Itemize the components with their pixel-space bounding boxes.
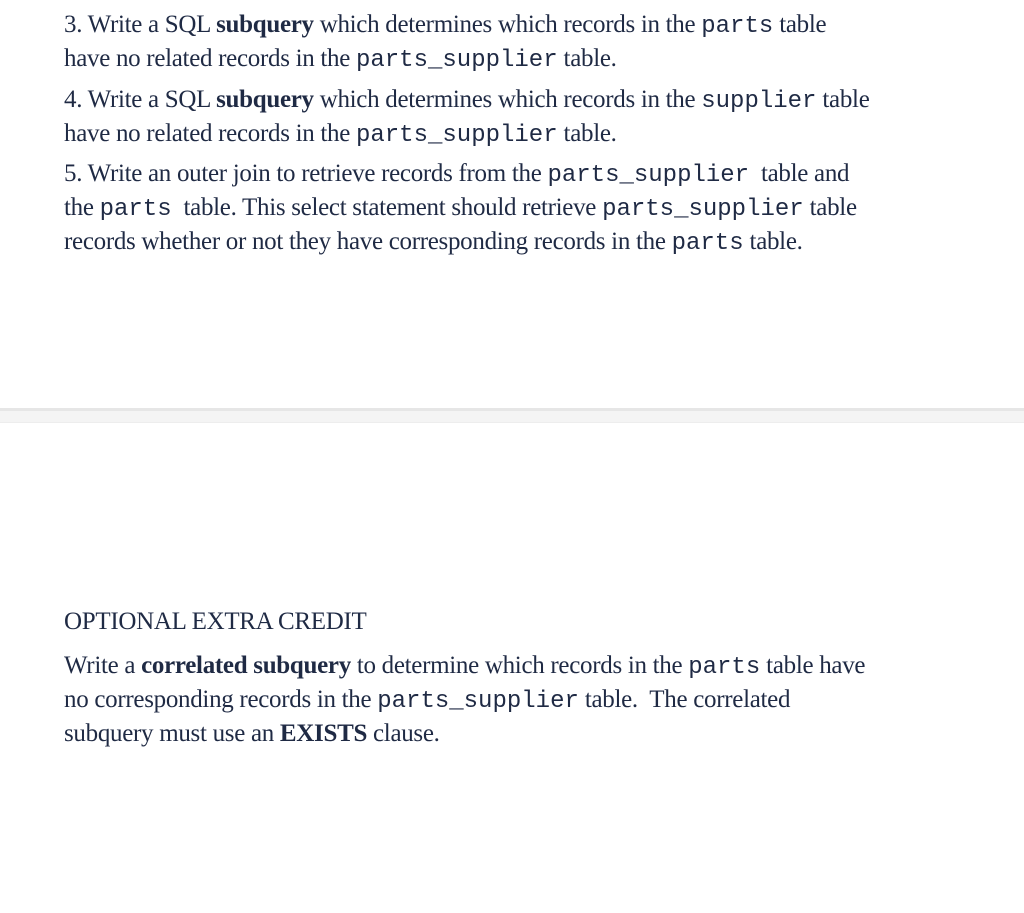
table-name-parts: parts xyxy=(99,196,172,223)
table-name-supplier: supplier xyxy=(701,88,817,115)
exists-keyword: EXISTS xyxy=(279,720,368,747)
question-5-text: records whether or not they have corresponding records in the xyxy=(64,228,672,255)
document-page-bottom xyxy=(0,423,1024,913)
extra-credit-question xyxy=(64,650,1004,750)
question-5-text: table. This select statement should retrieve xyxy=(171,194,603,221)
question-5-text: 5. Write an outer join to retrieve records from the xyxy=(64,160,548,187)
question-5-text: table and xyxy=(749,160,850,187)
question-4-text: have no related records in the xyxy=(64,120,356,147)
subquery-term: subquery xyxy=(216,86,314,113)
extra-credit-text: table. The correlated xyxy=(578,686,791,713)
table-name-parts-supplier: parts_supplier xyxy=(547,162,750,189)
question-5-text: table xyxy=(803,194,857,221)
question-3-text: table. xyxy=(557,45,617,72)
extra-credit-text: table have xyxy=(760,652,866,679)
question-5-text: table. xyxy=(743,228,803,255)
table-name-parts: parts xyxy=(671,230,744,257)
extra-credit-text: subquery must use an xyxy=(64,720,280,747)
question-5 xyxy=(64,158,1004,260)
extra-credit-heading: OPTIONAL EXTRA CREDIT xyxy=(64,608,367,635)
question-3 xyxy=(64,9,1004,77)
document-page-top xyxy=(0,0,1024,408)
table-name-parts-supplier: parts_supplier xyxy=(355,122,558,149)
question-4-text: table xyxy=(816,86,870,113)
question-4-text: which determines which records in the xyxy=(313,86,702,113)
table-name-parts-supplier: parts_supplier xyxy=(602,196,804,223)
table-name-parts: parts xyxy=(701,13,774,40)
page-separator xyxy=(0,408,1024,423)
extra-credit-text: to determine which records in the xyxy=(350,652,689,679)
question-3-text: which determines which records in the xyxy=(313,11,702,38)
question-3-text: table xyxy=(773,11,827,38)
table-name-parts-supplier: parts_supplier xyxy=(377,688,579,715)
subquery-term: subquery xyxy=(216,11,314,38)
correlated-subquery-term: correlated subquery xyxy=(141,652,351,679)
question-5-text: the xyxy=(64,194,100,221)
table-name-parts-supplier: parts_supplier xyxy=(355,47,558,74)
table-name-parts: parts xyxy=(688,654,761,681)
extra-credit-text: clause. xyxy=(367,720,440,747)
question-4-text: 4. Write a SQL xyxy=(64,86,217,113)
question-4 xyxy=(64,84,1004,152)
question-4-text: table. xyxy=(557,120,617,147)
question-3-text: have no related records in the xyxy=(64,45,356,72)
extra-credit-text: no corresponding records in the xyxy=(64,686,378,713)
extra-credit-text: Write a xyxy=(64,652,142,679)
question-3-text: 3. Write a SQL xyxy=(64,11,217,38)
